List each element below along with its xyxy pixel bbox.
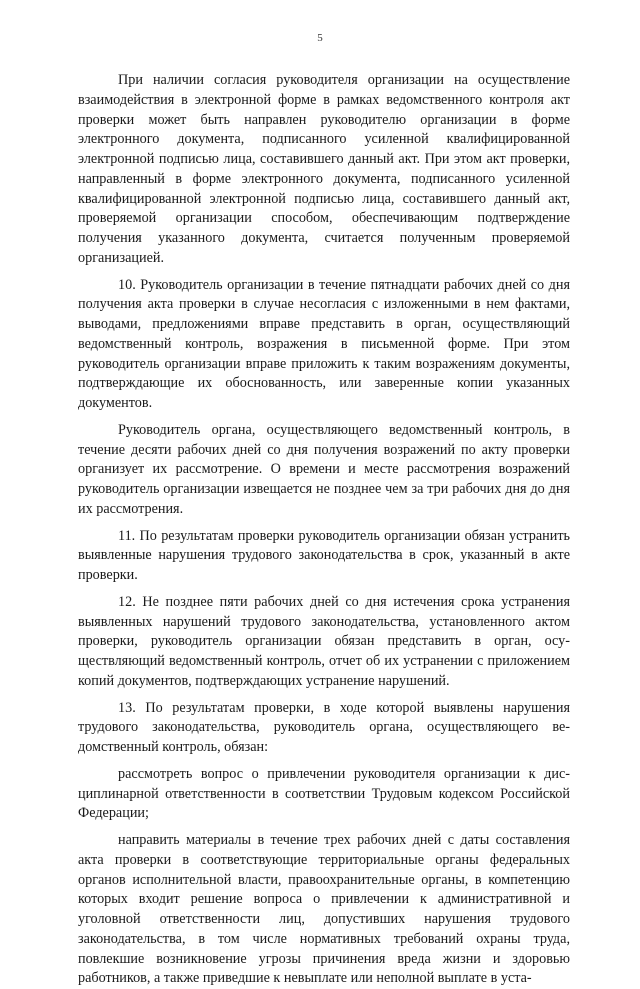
document-body [78, 71, 570, 989]
paragraph-disciplinary: рассмотреть вопрос о привлечении руководителя организации к дисциплинарной ответственности в соответствии Трудовым кодексом Российской Федерации; [78, 765, 570, 822]
paragraph-electronic-act: При наличии согласия руководителя организации на осуществление взаимодействия в электронной форме в рамках ведомственного контроля акт проверки может быть направлен руководителю организации в форме электронного документа, подписанного усиленной квалифицированной электронной подписью лица, составившего данный акт. При этом акт проверки, направленный в форме электронного документа, подписанного усиленной квалифицированной электронной подписью лица, составившего данный акт, проверяемой организации способом, обеспечивающим подтверждение получения указанного документа, считается полученным проверяемой организацией. [78, 72, 570, 266]
paragraph-10-objections: 10. Руководитель организации в течение пятнадцати рабочих дней со дня получения акта проверки в случае несогласия с изложенными в нем фактами, выводами, предложениями вправе представить в орган, осуществляющий ведомственный контроль, возражения в письменной форме. При этом руководитель организации вправе приложить к таким возражениям документы, подтверждающие их обоснованность, или заверенные копии указанных документов. [78, 276, 570, 411]
paragraph-send-materials: направить материалы в течение трех рабочих дней с даты составления акта проверки в соответствующие территориальные органы федеральных органов исполнительной власти, правоохранительные органы, в компетенцию которых входит решение вопроса о привлечении к административной и уголовной ответственности лиц, допустивших нарушения трудового законодательства, в том числе нормативных требований охраны труда, повлекшие возникновение угрозы причинения вреда жизни и здоровью работников, а также приведшие к невыплате или неполной выплате в уста- [78, 832, 570, 987]
page-number: 5 [317, 32, 323, 44]
paragraph-12-report: 12. Не позднее пяти рабочих дней со дня истечения срока устранения выявленных нарушений трудового законодательства, установленного актом проверки, руководитель организации обязан представить в орган, осуществляющий ведомственный контроль, отчет об их устранении с приложением копий документов, подтверждающих устранение нарушений. [78, 593, 570, 689]
paragraph-11-elimination: 11. По результатам проверки руководитель организации обязан устранить выявленные нарушения трудового законодательства в срок, указанный в акте проверки. [78, 527, 570, 583]
paragraph-objections-review: Руководитель органа, осуществляющего ведомственный контроль, в течение десяти рабочих дней со дня получения возражений по акту проверки организует их рассмотрение. О времени и месте рассмотрения возражений руководитель организации извещается не позднее чем за три рабочих дня до дня их рассмотрения. [78, 421, 570, 517]
paragraph-13-results: 13. По результатам проверки, в ходе которой выявлены нарушения трудового законодательства, руководитель органа, осуществляющего ведомственный контроль, обязан: [78, 699, 570, 755]
